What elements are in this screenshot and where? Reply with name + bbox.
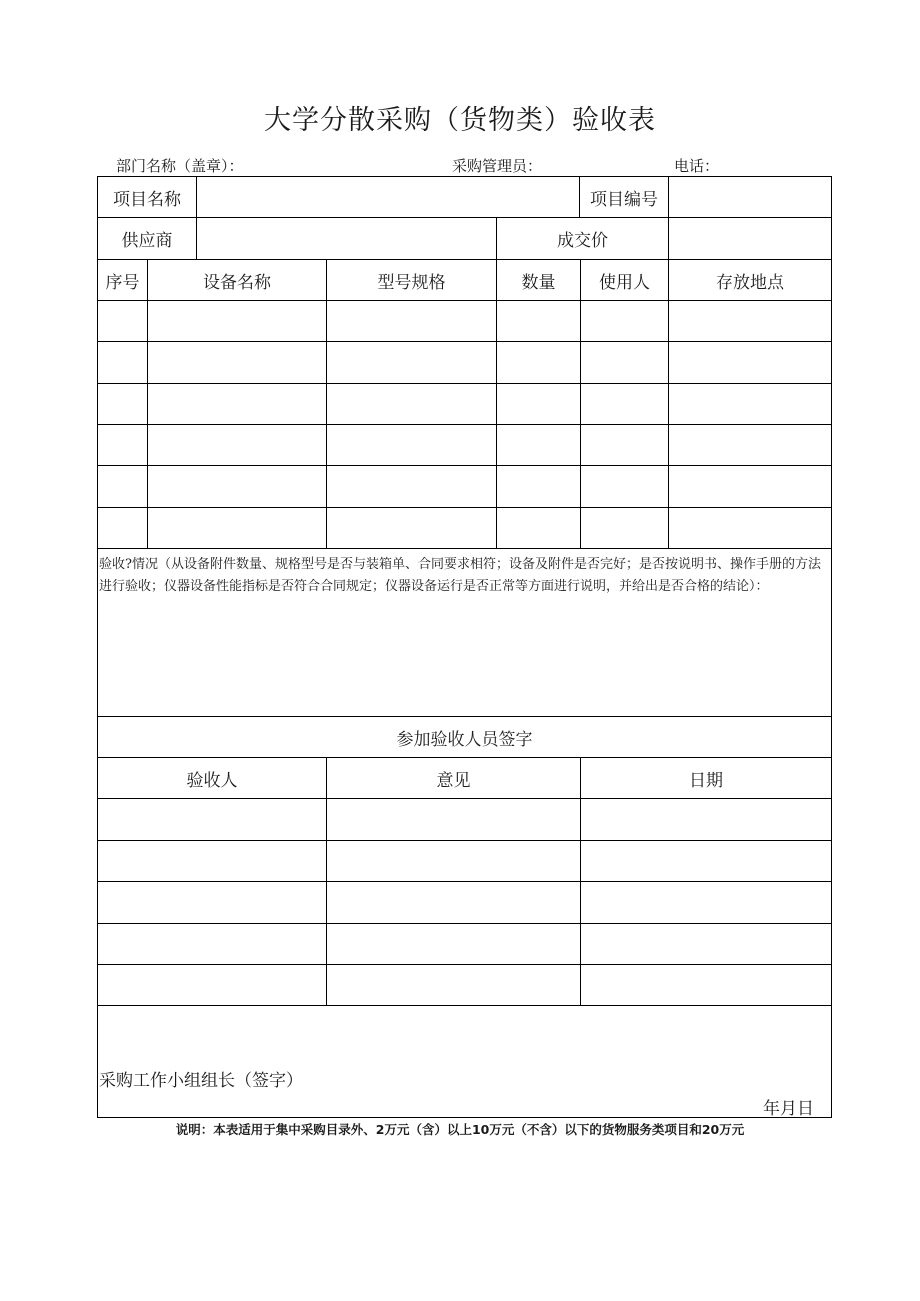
signature-cell-date[interactable]: [581, 965, 831, 1005]
equipment-cell-location[interactable]: [669, 301, 831, 341]
col-header-user: 使用人: [599, 272, 650, 293]
acceptance-form: [97, 176, 832, 1118]
footnote: 说明：本表适用于集中采购目录外、2万元（含）以上10万元（不含）以下的货物服务类项目和20万元: [175, 1122, 745, 1137]
supplier-field[interactable]: [197, 218, 496, 259]
supplier-label: 供应商: [121, 231, 173, 251]
manager-label: 采购管理员：: [452, 157, 543, 175]
col-header-device-name: 设备名称: [203, 272, 271, 293]
equipment-cell-model-spec[interactable]: [327, 466, 496, 506]
signatures-title: 参加验收人员签字: [396, 729, 533, 750]
equipment-cell-user[interactable]: [581, 466, 668, 506]
equipment-cell-model-spec[interactable]: [327, 342, 496, 382]
equipment-cell-location[interactable]: [669, 342, 831, 382]
equipment-cell-device-name[interactable]: [148, 466, 326, 506]
signature-cell-opinion[interactable]: [327, 924, 580, 964]
equipment-cell-quantity[interactable]: [497, 342, 580, 382]
form-title: 大学分散采购（货物类）验收表: [264, 105, 656, 136]
inspection-content-area[interactable]: [98, 600, 831, 716]
department-label: 部门名称（盖章）：: [116, 157, 244, 175]
equipment-cell-model-spec[interactable]: [327, 301, 496, 341]
equipment-cell-model-spec[interactable]: [327, 508, 496, 548]
project-number-label: 项目编号: [590, 189, 658, 210]
equipment-cell-index[interactable]: [98, 425, 147, 465]
equipment-cell-model-spec[interactable]: [327, 384, 496, 424]
equipment-cell-index[interactable]: [98, 466, 147, 506]
equipment-cell-location[interactable]: [669, 466, 831, 506]
project-number-field[interactable]: [669, 177, 831, 217]
equipment-cell-index[interactable]: [98, 508, 147, 548]
signature-cell-date[interactable]: [581, 841, 831, 881]
inspection-instructions: 验收?情况（从设备附件数量、规格型号是否与装箱单、合同要求相符；设备及附件是否完好；是否按说明书、操作手册的方法进行验收；仪器设备性能指标是否符合合同规定；仪器设备运行是否正常等方面进行说明，并给出是否合格的结论）：: [99, 557, 821, 594]
equipment-cell-device-name[interactable]: [148, 342, 326, 382]
col-header-index: 序号: [105, 272, 140, 293]
col-header-opinion: 意见: [436, 770, 471, 791]
col-header-location: 存放地点: [716, 272, 784, 293]
equipment-cell-location[interactable]: [669, 384, 831, 424]
signature-cell-inspector[interactable]: [98, 965, 326, 1005]
equipment-cell-model-spec[interactable]: [327, 425, 496, 465]
leader-date-label: 年月日: [763, 1099, 814, 1119]
equipment-cell-quantity[interactable]: [497, 466, 580, 506]
equipment-cell-location[interactable]: [669, 508, 831, 548]
equipment-cell-user[interactable]: [581, 384, 668, 424]
col-header-inspector: 验收人: [186, 770, 238, 791]
signature-cell-opinion[interactable]: [327, 965, 580, 1005]
signature-cell-inspector[interactable]: [98, 882, 326, 922]
signature-cell-inspector[interactable]: [98, 841, 326, 881]
equipment-cell-user[interactable]: [581, 301, 668, 341]
signature-cell-inspector[interactable]: [98, 799, 326, 839]
signature-cell-opinion[interactable]: [327, 841, 580, 881]
project-name-field[interactable]: [197, 177, 579, 217]
price-label: 成交价: [557, 231, 608, 251]
equipment-cell-quantity[interactable]: [497, 425, 580, 465]
equipment-cell-user[interactable]: [581, 508, 668, 548]
signature-cell-date[interactable]: [581, 882, 831, 922]
equipment-cell-quantity[interactable]: [497, 301, 580, 341]
equipment-cell-quantity[interactable]: [497, 508, 580, 548]
leader-signature-label: 采购工作小组组长（签字）: [99, 1071, 303, 1091]
price-field[interactable]: [669, 218, 831, 259]
col-header-date: 日期: [689, 770, 723, 791]
equipment-cell-location[interactable]: [669, 425, 831, 465]
equipment-cell-device-name[interactable]: [148, 384, 326, 424]
signature-cell-date[interactable]: [581, 799, 831, 839]
equipment-cell-user[interactable]: [581, 342, 668, 382]
equipment-cell-index[interactable]: [98, 384, 147, 424]
signature-cell-opinion[interactable]: [327, 799, 580, 839]
col-header-quantity: 数量: [521, 272, 556, 293]
signature-cell-inspector[interactable]: [98, 924, 326, 964]
equipment-cell-user[interactable]: [581, 425, 668, 465]
equipment-cell-device-name[interactable]: [148, 508, 326, 548]
equipment-cell-quantity[interactable]: [497, 384, 580, 424]
equipment-cell-device-name[interactable]: [148, 425, 326, 465]
phone-label: 电话：: [674, 157, 720, 175]
col-header-model-spec: 型号规格: [377, 272, 446, 293]
project-name-label: 项目名称: [113, 189, 181, 210]
equipment-cell-device-name[interactable]: [148, 301, 326, 341]
equipment-cell-index[interactable]: [98, 342, 147, 382]
equipment-cell-index[interactable]: [98, 301, 147, 341]
signature-cell-opinion[interactable]: [327, 882, 580, 922]
signature-cell-date[interactable]: [581, 924, 831, 964]
